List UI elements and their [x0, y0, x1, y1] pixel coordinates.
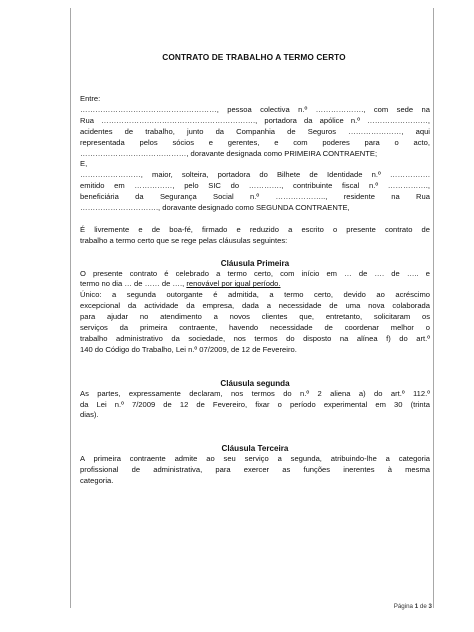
text-line: serviços da primeira contraente, havendo necessidade de coordenar melhor o [80, 323, 430, 333]
text-span: termo no dia … de …… de …., [80, 279, 187, 289]
clause-3-paragraph [80, 454, 430, 487]
underlined-text: renovável por igual período. [186, 279, 281, 289]
total-pages: 3 [428, 603, 432, 610]
text-line: emitido em ……………, pelo SIC do …………., contribuinte fiscal n.º ……………., [80, 181, 430, 191]
left-margin-rule [70, 8, 71, 608]
e-label: E, [80, 159, 88, 169]
text-line: …………………………., doravante designado como SEGUNDA CONTRAENTE, [80, 203, 350, 213]
text-line: categoria. [80, 475, 114, 485]
clause-heading: Cláusula segunda [220, 378, 290, 388]
text-line: trabalho a termo certo que se rege pelas cláusulas seguintes: [80, 235, 288, 245]
page-label: Página [393, 603, 413, 610]
page-of: de [419, 603, 427, 610]
document-body [80, 94, 430, 487]
text-line: da Lei n.º 7/2009 de 12 de Fevereiro, fixar o período experimental em 30 (trinta [80, 399, 430, 409]
text-line: É livremente e de boa-fé, firmado e reduzido a escrito o presente contrato de [80, 224, 430, 234]
right-margin-rule [433, 8, 434, 608]
text-line [80, 279, 430, 290]
text-line: A primeira contraente admite ao seu serviço a segunda, atribuindo-lhe a categoria [80, 454, 430, 464]
clause-1-paragraph [80, 269, 430, 291]
text-line: ………………………………………………, pessoa colectiva n.º ………………., com sede na [80, 104, 430, 114]
document-title: CONTRATO DE TRABALHO A TERMO CERTO [162, 52, 346, 62]
text-line: O presente contrato é celebrado a termo certo, com início em … de …. de ….. e [80, 268, 430, 278]
clause-2-paragraph [80, 389, 430, 422]
second-party-paragraph [80, 170, 430, 214]
text-line: profissional de administrativa, para exercer as funções inerentes à mesma [80, 465, 430, 474]
page-number [394, 603, 432, 610]
clause-1-unico-paragraph [80, 290, 430, 355]
text-line: representada pelos sócios e gerentes, e com poderes para o acto, [80, 137, 430, 147]
text-line: trabalho administrativo da sociedade, nos termos do disposto na alínea f) do art.º [80, 334, 430, 343]
text-line: ……………………………………, doravante designada como PRIMEIRA CONTRAENTE; [80, 148, 378, 158]
entre-label: Entre: [80, 94, 101, 103]
clause-heading: Cláusula Terceira [221, 444, 289, 454]
text-line: As partes, expressamente declaram, nos termos do n.º 2 aliena a) do art.º 112.º [80, 388, 430, 398]
text-line: para ajudar no atendimento a novos clientes que, entretanto, solicitaram os [80, 312, 430, 322]
clause-heading: Cláusula Primeira [220, 258, 290, 268]
text-line: Rua ……………………………………………………., portadora da apólice n.º ……………………, [80, 115, 430, 125]
first-party-paragraph [80, 105, 430, 160]
text-line: excepcional da actividade da empresa, dada a necessidade de uma nova colaborada [80, 301, 430, 311]
text-line: acidentes de trabalho, junto da Companhia de Seguros …………………, aqui [80, 126, 430, 136]
text-line: dias). [80, 410, 99, 420]
text-line: ……………………, maior, solteira, portadora do Bilhete de Identidade n.º ……………. [80, 170, 430, 180]
current-page: 1 [414, 603, 419, 610]
text-line: 140 do Código do Trabalho, Lei n.º 07/2009, de 12 de Fevereiro. [80, 344, 297, 354]
text-line: beneficiária da Segurança Social n.º ……………….., residente na Rua [80, 192, 430, 202]
preamble-paragraph [80, 225, 430, 247]
text-line: Único: a segunda outorgante é admitida, a termo certo, devido ao acréscimo [80, 290, 430, 300]
